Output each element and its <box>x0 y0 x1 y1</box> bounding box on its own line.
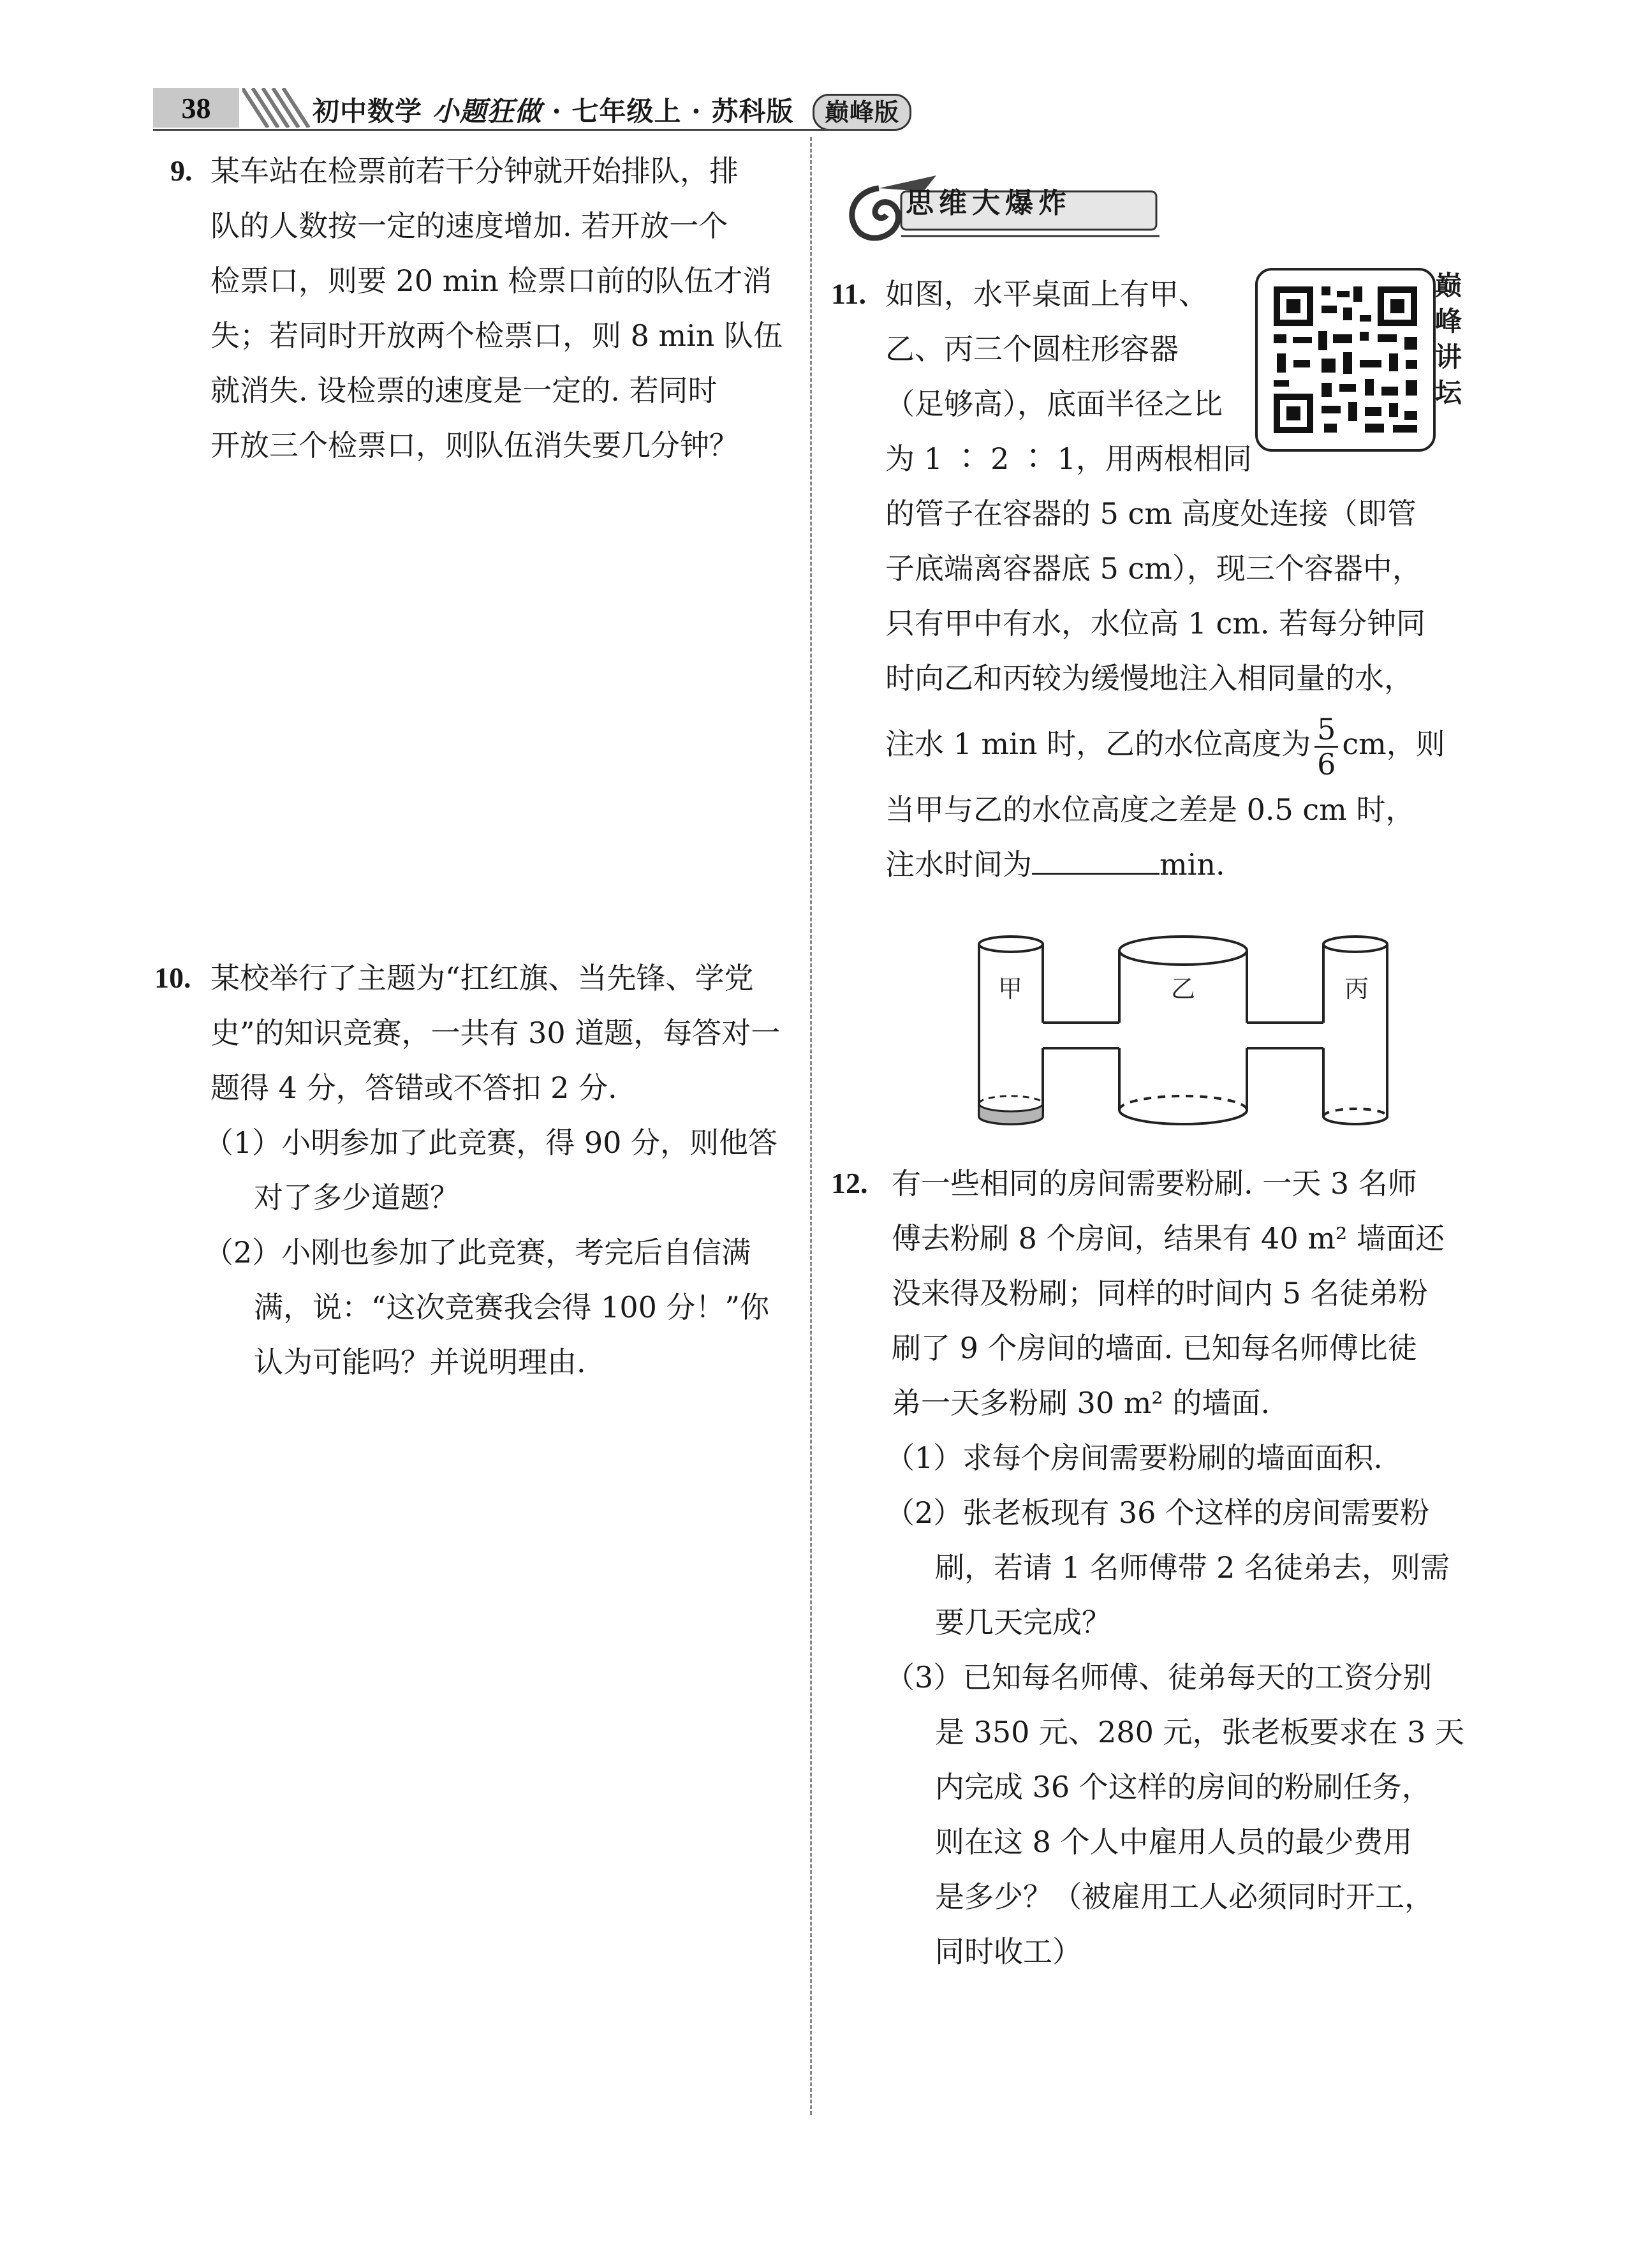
sub-question-line: 对了多少道题？ <box>254 1180 459 1215</box>
question-line: 失；若同时开放两个检票口，则 8 min 队伍 <box>210 318 783 353</box>
header-subtitle: · 七年级上 · 苏科版 <box>552 96 794 127</box>
text-before-fraction: 注水 1 min 时，乙的水位高度为 <box>885 727 1311 761</box>
question-number: 9. <box>170 154 193 187</box>
edition-badge: 巅峰版 <box>813 94 911 131</box>
question-line: 子底端离容器底 5 cm），现三个容器中， <box>885 551 1422 586</box>
question-line: 如图，水平桌面上有甲、 <box>885 277 1208 311</box>
question-line: 某车站在检票前若干分钟就开始排队，排 <box>210 154 739 188</box>
label-jia: 甲 <box>998 975 1023 1003</box>
question-line-fraction <box>885 706 1445 782</box>
question-line: 的管子在容器的 5 cm 高度处连接（即管 <box>885 496 1417 531</box>
question-line: 乙、丙三个圆柱形容器 <box>885 332 1179 366</box>
banner-title: 思维大爆炸 <box>906 187 1071 219</box>
sub-question-line: 内完成 36 个这样的房间的粉刷任务， <box>935 1770 1431 1804</box>
fraction-numerator: 5 <box>1314 713 1338 748</box>
question-line: 队的人数按一定的速度增加. 若开放一个 <box>210 209 728 243</box>
header-rule <box>153 129 880 131</box>
question-12 <box>831 1156 1464 1979</box>
question-line: 弟一天多粉刷 30 m² 的墙面. <box>892 1386 1270 1420</box>
sub-question-line: 要几天完成？ <box>935 1605 1111 1640</box>
sub-question-line: 满，说：“这次竞赛我会得 100 分！”你 <box>254 1290 770 1324</box>
question-10 <box>154 951 781 1390</box>
question-11 <box>831 267 1445 892</box>
question-line: （足够高），底面半径之比 <box>885 387 1223 421</box>
question-line: 就消失. 设检票的速度是一定的. 若同时 <box>210 373 718 408</box>
sub-question-line: （1）求每个房间需要粉刷的墙面面积. <box>885 1441 1383 1475</box>
series-title: 初中数学 <box>313 96 423 127</box>
question-number: 11. <box>831 278 866 310</box>
label-bing: 丙 <box>1344 975 1369 1003</box>
question-line: 傅去粉刷 8 个房间，结果有 40 m² 墙面还 <box>892 1221 1445 1256</box>
question-line: 为 1 ∶ 2 ∶ 1，用两根相同 <box>885 441 1252 476</box>
sub-question-line: 同时收工） <box>935 1934 1082 1969</box>
question-line-blank <box>885 837 1445 892</box>
sub-question-line: （2）小刚也参加了此竞赛，考完后自信满 <box>204 1235 751 1270</box>
question-line: 当甲与乙的水位高度之差是 0.5 cm 时， <box>885 792 1415 827</box>
question-line: 时向乙和丙较为缓慢地注入相同量的水， <box>885 661 1413 695</box>
sub-question-line: 刷，若请 1 名师傅带 2 名徒弟去，则需 <box>935 1550 1450 1585</box>
header-stripes-decoration <box>242 88 313 128</box>
sub-question-line: （1）小明参加了此竞赛，得 90 分，则他答 <box>204 1125 778 1160</box>
brand-name: 小题狂做 <box>432 96 542 127</box>
question-line: 开放三个检票口，则队伍消失要几分钟？ <box>210 428 739 463</box>
label-yi: 乙 <box>1171 975 1196 1003</box>
sub-question-line: 认为可能吗？并说明理由. <box>254 1345 586 1379</box>
column-divider <box>810 137 812 2115</box>
question-line: 只有甲中有水，水位高 1 cm. 若每分钟同 <box>885 606 1426 641</box>
text-after-fraction: cm，则 <box>1342 727 1445 761</box>
fraction <box>1314 713 1338 781</box>
answer-blank[interactable] <box>1032 841 1160 875</box>
question-number: 10. <box>154 961 191 994</box>
text-before-blank: 注水时间为 <box>885 847 1032 882</box>
header-title <box>313 91 911 131</box>
water-level <box>979 1104 1043 1124</box>
three-cylinders-diagram <box>969 928 1454 1145</box>
sub-question-line: （2）张老板现有 36 个这样的房间需要粉 <box>885 1495 1430 1530</box>
page-number: 38 <box>153 88 239 128</box>
question-9 <box>170 144 783 473</box>
sub-question-line: 则在这 8 个人中雇用人员的最少费用 <box>935 1825 1413 1859</box>
question-number: 12. <box>831 1167 868 1199</box>
sub-question-line: 是 350 元、280 元，张老板要求在 3 天 <box>935 1715 1464 1749</box>
page-header <box>153 88 900 128</box>
question-line: 有一些相同的房间需要粉刷. 一天 3 名师 <box>892 1166 1417 1201</box>
question-line: 没来得及粉刷；同样的时间内 5 名徒弟粉 <box>892 1276 1428 1310</box>
fraction-denominator: 6 <box>1317 746 1336 782</box>
question-line: 题得 4 分，答错或不答扣 2 分. <box>210 1071 617 1105</box>
qr-caption: 巅峰讲坛 <box>1435 270 1462 408</box>
question-line: 史”的知识竞赛，一共有 30 道题，每答对一 <box>210 1016 781 1050</box>
sub-question-line: 是多少？（被雇用工人必须同时开工， <box>935 1879 1434 1914</box>
question-line: 某校举行了主题为“扛红旗、当先锋、学党 <box>210 961 754 995</box>
text-after-blank: min. <box>1160 847 1225 882</box>
question-line: 检票口，则要 20 min 检票口前的队伍才消 <box>210 263 772 298</box>
question-line: 刷了 9 个房间的墙面. 已知每名师傅比徒 <box>892 1331 1417 1365</box>
sub-question-line: （3）已知每名师傅、徒弟每天的工资分别 <box>885 1660 1432 1694</box>
